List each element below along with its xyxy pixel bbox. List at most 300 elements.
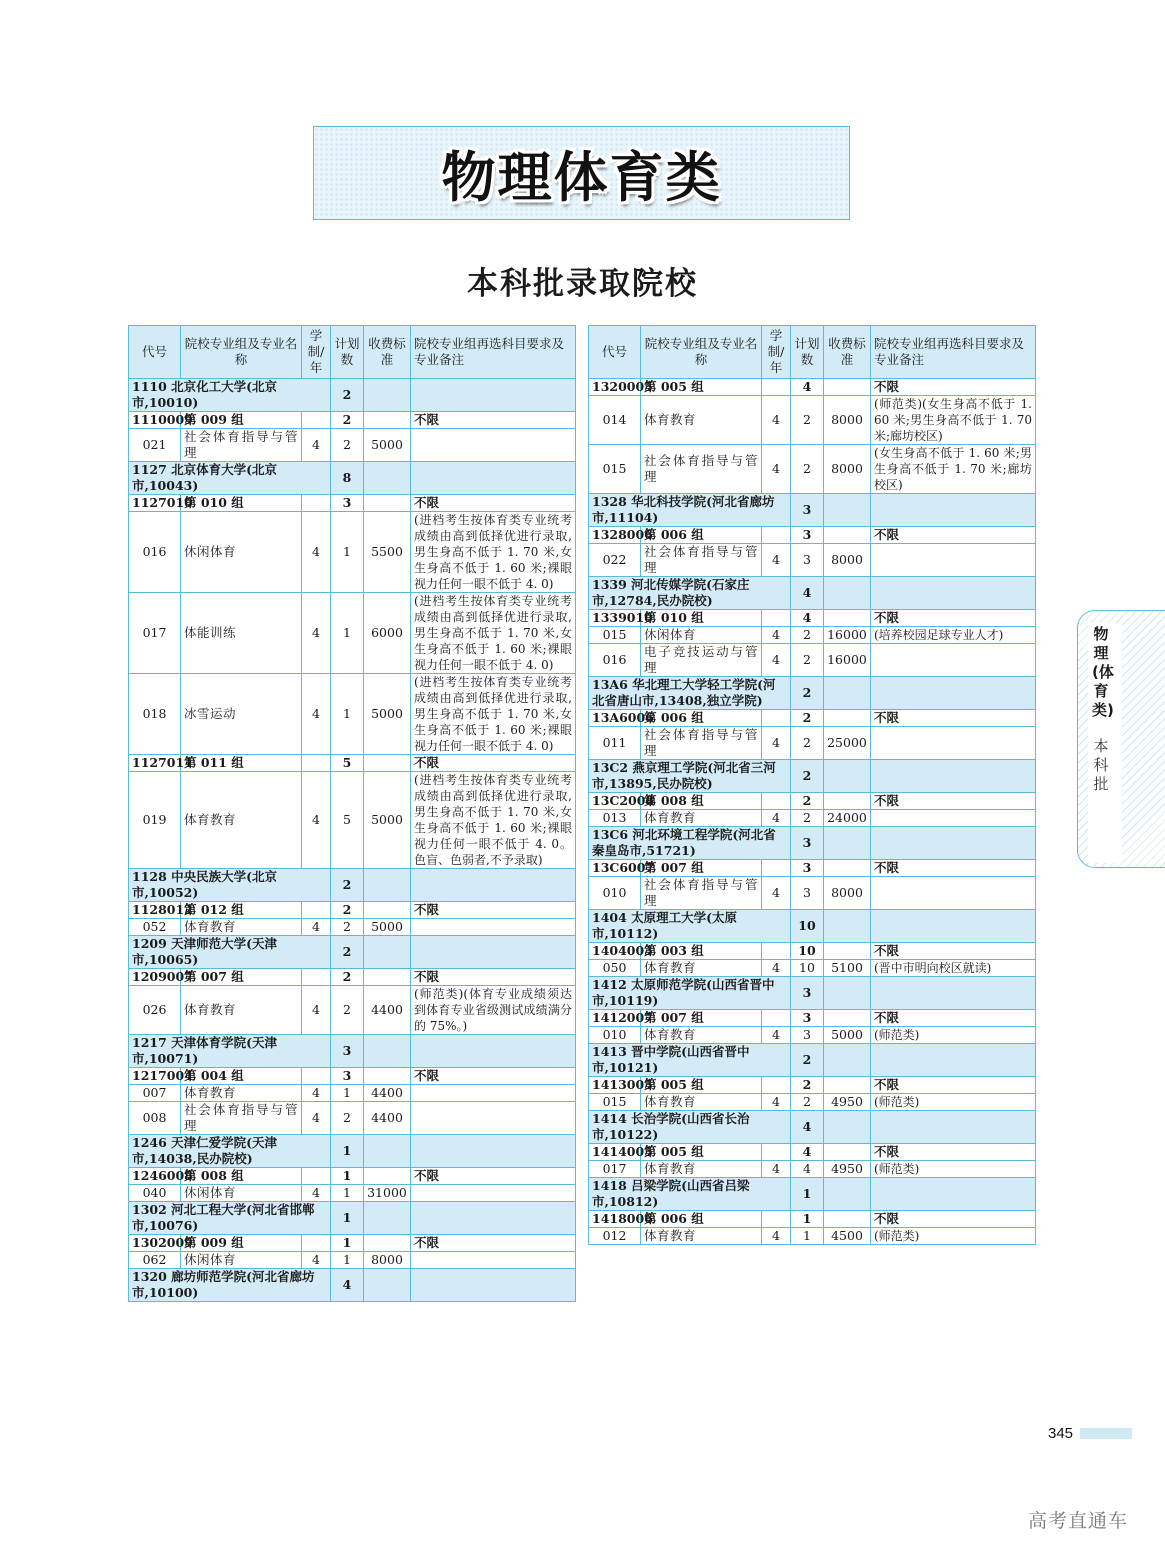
years-cell — [302, 1068, 331, 1085]
plan-count: 2 — [331, 1102, 364, 1135]
major-code: 017 — [589, 1161, 641, 1178]
fee-cell — [364, 495, 411, 512]
fee-cell — [824, 1144, 871, 1161]
years-cell — [762, 1144, 791, 1161]
tuition-fee: 5000 — [364, 919, 411, 936]
university-name: 1412 太原师范学院(山西省晋中市,10119) — [589, 977, 791, 1010]
tuition-fee: 16000 — [824, 627, 871, 644]
university-name: 1414 长治学院(山西省长治市,10122) — [589, 1111, 791, 1144]
major-row — [589, 544, 1036, 577]
tuition-fee: 5100 — [824, 960, 871, 977]
major-note — [411, 1185, 576, 1202]
fee-cell — [824, 827, 871, 860]
major-name: 社会体育指导与管理 — [641, 544, 762, 577]
major-name: 体育教育 — [181, 986, 302, 1035]
page-number-bar — [1080, 1428, 1132, 1439]
major-row — [589, 877, 1036, 910]
header-fee: 收费标准 — [824, 326, 871, 379]
university-row — [129, 462, 576, 495]
major-row — [589, 644, 1036, 677]
major-row — [129, 512, 576, 593]
major-note — [411, 919, 576, 936]
major-code: 014 — [589, 396, 641, 445]
university-row — [129, 1035, 576, 1068]
university-row — [129, 379, 576, 412]
university-row — [589, 577, 1036, 610]
major-code: 040 — [129, 1185, 181, 1202]
plan-count: 4 — [791, 1144, 824, 1161]
plan-count: 1 — [331, 674, 364, 755]
fee-cell — [364, 1135, 411, 1168]
header-name: 院校专业组及专业名称 — [181, 326, 302, 379]
group-code: 13A6006 — [589, 710, 641, 727]
note-cell — [871, 1178, 1036, 1211]
major-code: 010 — [589, 1027, 641, 1044]
tuition-fee: 16000 — [824, 644, 871, 677]
group-code: 1246008 — [129, 1168, 181, 1185]
tuition-fee: 5000 — [364, 674, 411, 755]
group-row — [589, 793, 1036, 810]
group-code: 1217004 — [129, 1068, 181, 1085]
plan-count: 2 — [791, 1077, 824, 1094]
fee-cell — [364, 379, 411, 412]
note-cell — [871, 577, 1036, 610]
note-cell — [411, 1135, 576, 1168]
title-banner — [313, 126, 850, 220]
study-years: 4 — [762, 960, 791, 977]
fee-cell — [364, 412, 411, 429]
plan-count: 2 — [791, 810, 824, 827]
page-title: 物理体育类 — [441, 145, 722, 209]
note-cell — [871, 760, 1036, 793]
plan-count: 1 — [791, 1211, 824, 1228]
group-code: 1413005 — [589, 1077, 641, 1094]
plan-count: 10 — [791, 910, 824, 943]
fee-cell — [824, 1010, 871, 1027]
major-note — [411, 1102, 576, 1135]
university-row — [129, 1202, 576, 1235]
group-row — [129, 495, 576, 512]
major-row — [129, 1185, 576, 1202]
group-row — [129, 1168, 576, 1185]
tuition-fee: 8000 — [824, 445, 871, 494]
tuition-fee: 8000 — [824, 877, 871, 910]
major-name: 体育教育 — [641, 1228, 762, 1245]
note-cell — [411, 462, 576, 495]
plan-count: 2 — [331, 919, 364, 936]
note-cell — [871, 977, 1036, 1010]
admission-table-left — [128, 325, 576, 1302]
major-name: 社会体育指导与管理 — [641, 727, 762, 760]
plan-count: 2 — [791, 793, 824, 810]
fee-cell — [824, 760, 871, 793]
plan-count: 10 — [791, 943, 824, 960]
plan-count: 4 — [791, 610, 824, 627]
university-name: 1418 吕梁学院(山西省吕梁市,10812) — [589, 1178, 791, 1211]
years-cell — [762, 943, 791, 960]
study-years: 4 — [762, 1094, 791, 1111]
side-tab-primary: 物理(体育类) — [1092, 625, 1114, 719]
major-row — [129, 772, 576, 869]
group-code: 1418006 — [589, 1211, 641, 1228]
university-name: 13C2 燕京理工学院(河北省三河市,13895,民办院校) — [589, 760, 791, 793]
plan-count: 2 — [791, 727, 824, 760]
fee-cell — [824, 1178, 871, 1211]
major-name: 休闲体育 — [181, 1185, 302, 1202]
group-name: 第 006 组 — [641, 1211, 762, 1228]
plan-count: 1 — [331, 1135, 364, 1168]
group-name: 第 011 组 — [181, 755, 302, 772]
group-name: 第 007 组 — [181, 969, 302, 986]
fee-cell — [364, 969, 411, 986]
fee-cell — [824, 379, 871, 396]
group-name: 第 007 组 — [641, 860, 762, 877]
major-name: 社会体育指导与管理 — [641, 877, 762, 910]
years-cell — [762, 710, 791, 727]
major-note — [411, 1085, 576, 1102]
tuition-fee: 6000 — [364, 593, 411, 674]
group-row — [589, 1010, 1036, 1027]
years-cell — [762, 610, 791, 627]
group-row — [129, 902, 576, 919]
major-row — [129, 429, 576, 462]
major-code: 015 — [589, 445, 641, 494]
major-row — [129, 1102, 576, 1135]
major-code: 016 — [589, 644, 641, 677]
header-name: 院校专业组及专业名称 — [641, 326, 762, 379]
tuition-fee: 4400 — [364, 986, 411, 1035]
group-row — [129, 412, 576, 429]
years-cell — [302, 495, 331, 512]
plan-count: 3 — [331, 1068, 364, 1085]
fee-cell — [824, 1111, 871, 1144]
plan-count: 2 — [791, 627, 824, 644]
years-cell — [762, 860, 791, 877]
group-code: 1127011 — [129, 755, 181, 772]
major-code: 022 — [589, 544, 641, 577]
group-code: 13C6007 — [589, 860, 641, 877]
major-row — [589, 627, 1036, 644]
plan-count: 1 — [331, 1085, 364, 1102]
group-name: 第 003 组 — [641, 943, 762, 960]
page-number: 345 — [1048, 1425, 1074, 1442]
major-name: 体育教育 — [641, 1027, 762, 1044]
major-name: 冰雪运动 — [181, 674, 302, 755]
study-years: 4 — [302, 772, 331, 869]
major-row — [589, 1094, 1036, 1111]
fee-cell — [824, 793, 871, 810]
university-name: 1128 中央民族大学(北京市,10052) — [129, 869, 331, 902]
group-code: 1412007 — [589, 1010, 641, 1027]
group-row — [589, 710, 1036, 727]
tuition-fee: 5000 — [364, 429, 411, 462]
major-note: (师范类)(体育专业成绩须达到体育专业省级测试成绩满分的 75%。) — [411, 986, 576, 1035]
major-note: (进档考生按体育类专业统考成绩由高到低择优进行录取,男生身高不低于 1. 70 米,女生身高不低于 1. 60 米;裸眼视力任何一眼不低于 4. 0) — [411, 674, 576, 755]
group-row — [129, 969, 576, 986]
study-years: 4 — [762, 810, 791, 827]
header-fee: 收费标准 — [364, 326, 411, 379]
years-cell — [762, 1077, 791, 1094]
group-code: 1127010 — [129, 495, 181, 512]
plan-count: 3 — [791, 977, 824, 1010]
group-row — [589, 943, 1036, 960]
major-note — [411, 429, 576, 462]
study-years: 4 — [762, 1161, 791, 1178]
plan-count: 2 — [791, 445, 824, 494]
major-name: 体育教育 — [181, 919, 302, 936]
major-name: 社会体育指导与管理 — [641, 445, 762, 494]
note-cell — [411, 1202, 576, 1235]
major-note: (晋中市明向校区就读) — [871, 960, 1036, 977]
major-code: 052 — [129, 919, 181, 936]
tuition-fee: 8000 — [824, 544, 871, 577]
major-row — [589, 1027, 1036, 1044]
major-code: 015 — [589, 1094, 641, 1111]
subject-requirement: 不限 — [871, 860, 1036, 877]
group-code: 1110009 — [129, 412, 181, 429]
plan-count: 1 — [791, 1228, 824, 1245]
major-note: (师范类) — [871, 1228, 1036, 1245]
tuition-fee: 5500 — [364, 512, 411, 593]
group-row — [589, 860, 1036, 877]
note-cell — [871, 677, 1036, 710]
major-name: 体育教育 — [641, 396, 762, 445]
tuition-fee: 4500 — [824, 1228, 871, 1245]
plan-count: 2 — [331, 869, 364, 902]
note-cell — [411, 869, 576, 902]
subject-requirement: 不限 — [871, 527, 1036, 544]
major-name: 电子竞技运动与管理 — [641, 644, 762, 677]
group-row — [589, 527, 1036, 544]
subject-requirement: 不限 — [871, 1144, 1036, 1161]
years-cell — [302, 1235, 331, 1252]
major-row — [589, 1228, 1036, 1245]
subject-requirement: 不限 — [411, 755, 576, 772]
study-years: 4 — [302, 593, 331, 674]
major-row — [589, 727, 1036, 760]
major-row — [129, 593, 576, 674]
plan-count: 4 — [791, 1161, 824, 1178]
subject-requirement: 不限 — [411, 969, 576, 986]
group-name: 第 004 组 — [181, 1068, 302, 1085]
study-years: 4 — [302, 986, 331, 1035]
study-years: 4 — [762, 544, 791, 577]
section-subtitle: 本科批录取院校 — [467, 266, 698, 302]
major-note: (进档考生按体育类专业统考成绩由高到低择优进行录取,男生身高不低于 1. 70 米,女生身高不低于 1. 60 米;裸眼视力任何一眼不低于 4. 0) — [411, 512, 576, 593]
major-code: 016 — [129, 512, 181, 593]
years-cell — [762, 1211, 791, 1228]
study-years: 4 — [762, 1228, 791, 1245]
plan-count: 3 — [791, 1027, 824, 1044]
plan-count: 3 — [791, 827, 824, 860]
major-code: 021 — [129, 429, 181, 462]
header-note: 院校专业组再选科目要求及专业备注 — [871, 326, 1036, 379]
tuition-fee: 4400 — [364, 1085, 411, 1102]
university-row — [589, 910, 1036, 943]
major-code: 015 — [589, 627, 641, 644]
study-years: 4 — [302, 1102, 331, 1135]
university-row — [589, 977, 1036, 1010]
university-name: 13A6 华北理工大学轻工学院(河北省唐山市,13408,独立学院) — [589, 677, 791, 710]
major-name: 体育教育 — [641, 1094, 762, 1111]
group-name: 第 006 组 — [641, 527, 762, 544]
plan-count: 4 — [791, 379, 824, 396]
subject-requirement: 不限 — [871, 793, 1036, 810]
subject-requirement: 不限 — [871, 1077, 1036, 1094]
fee-cell — [824, 577, 871, 610]
university-name: 1110 北京化工大学(北京市,10010) — [129, 379, 331, 412]
university-name: 1209 天津师范大学(天津市,10065) — [129, 936, 331, 969]
plan-count: 1 — [331, 512, 364, 593]
group-code: 1414005 — [589, 1144, 641, 1161]
major-name: 社会体育指导与管理 — [181, 1102, 302, 1135]
header-code: 代号 — [129, 326, 181, 379]
subject-requirement: 不限 — [411, 902, 576, 919]
group-name: 第 009 组 — [181, 1235, 302, 1252]
note-cell — [871, 1044, 1036, 1077]
tuition-fee: 5000 — [824, 1027, 871, 1044]
major-note — [871, 644, 1036, 677]
plan-count: 4 — [791, 1111, 824, 1144]
fee-cell — [364, 755, 411, 772]
major-code: 019 — [129, 772, 181, 869]
subject-requirement: 不限 — [871, 379, 1036, 396]
university-name: 1246 天津仁爱学院(天津市,14038,民办院校) — [129, 1135, 331, 1168]
major-code: 008 — [129, 1102, 181, 1135]
major-note — [871, 877, 1036, 910]
subject-requirement: 不限 — [411, 1068, 576, 1085]
header-years: 学制/年 — [762, 326, 791, 379]
plan-count: 2 — [791, 677, 824, 710]
university-name: 1127 北京体育大学(北京市,10043) — [129, 462, 331, 495]
major-code: 026 — [129, 986, 181, 1035]
study-years: 4 — [302, 1085, 331, 1102]
subject-requirement: 不限 — [871, 710, 1036, 727]
university-row — [129, 1135, 576, 1168]
group-code: 1339010 — [589, 610, 641, 627]
subject-requirement: 不限 — [411, 412, 576, 429]
major-name: 体育教育 — [181, 1085, 302, 1102]
years-cell — [302, 755, 331, 772]
header-row — [589, 326, 1036, 379]
group-code: 1209007 — [129, 969, 181, 986]
plan-count: 2 — [331, 969, 364, 986]
plan-count: 3 — [791, 877, 824, 910]
plan-count: 3 — [331, 495, 364, 512]
group-name: 第 007 组 — [641, 1010, 762, 1027]
group-row — [129, 1235, 576, 1252]
university-name: 1339 河北传媒学院(石家庄市,12784,民办院校) — [589, 577, 791, 610]
study-years: 4 — [302, 674, 331, 755]
plan-count: 1 — [331, 1168, 364, 1185]
study-years: 4 — [762, 644, 791, 677]
years-cell — [302, 412, 331, 429]
header-note: 院校专业组再选科目要求及专业备注 — [411, 326, 576, 379]
major-row — [589, 396, 1036, 445]
plan-count: 2 — [791, 710, 824, 727]
university-name: 1217 天津体育学院(天津市,10071) — [129, 1035, 331, 1068]
note-cell — [871, 827, 1036, 860]
group-name: 第 005 组 — [641, 1077, 762, 1094]
major-code: 013 — [589, 810, 641, 827]
study-years: 4 — [762, 877, 791, 910]
plan-count: 3 — [791, 494, 824, 527]
fee-cell — [364, 1269, 411, 1302]
years-cell — [302, 969, 331, 986]
major-row — [129, 674, 576, 755]
major-note: (女生身高不低于 1. 60 米;男生身高不低于 1. 70 米;廊坊校区) — [871, 445, 1036, 494]
university-name: 1320 廊坊师范学院(河北省廊坊市,10100) — [129, 1269, 331, 1302]
fee-cell — [824, 527, 871, 544]
plan-count: 2 — [791, 644, 824, 677]
plan-count: 1 — [331, 1185, 364, 1202]
note-cell — [871, 910, 1036, 943]
major-row — [129, 919, 576, 936]
subject-requirement: 不限 — [871, 1211, 1036, 1228]
years-cell — [302, 1168, 331, 1185]
plan-count: 1 — [331, 1235, 364, 1252]
plan-count: 2 — [791, 1094, 824, 1111]
watermark: 高考直通车 — [1028, 1510, 1129, 1532]
group-name: 第 005 组 — [641, 379, 762, 396]
major-name: 体育教育 — [641, 960, 762, 977]
group-name: 第 010 组 — [181, 495, 302, 512]
plan-count: 3 — [791, 860, 824, 877]
university-row — [589, 827, 1036, 860]
university-row — [589, 1044, 1036, 1077]
plan-count: 1 — [331, 593, 364, 674]
note-cell — [411, 1269, 576, 1302]
years-cell — [762, 1010, 791, 1027]
major-row — [589, 1161, 1036, 1178]
university-row — [589, 494, 1036, 527]
years-cell — [762, 793, 791, 810]
subject-requirement: 不限 — [411, 1235, 576, 1252]
plan-count: 5 — [331, 772, 364, 869]
major-note — [411, 1252, 576, 1269]
major-row — [129, 1085, 576, 1102]
plan-count: 3 — [331, 1035, 364, 1068]
side-tab-secondary: 本科批 — [1093, 737, 1109, 793]
university-row — [129, 869, 576, 902]
plan-count: 4 — [331, 1269, 364, 1302]
note-cell — [411, 1035, 576, 1068]
fee-cell — [824, 1044, 871, 1077]
years-cell — [762, 379, 791, 396]
study-years: 4 — [762, 396, 791, 445]
group-code: 13C2008 — [589, 793, 641, 810]
fee-cell — [364, 1168, 411, 1185]
years-cell — [762, 527, 791, 544]
fee-cell — [364, 462, 411, 495]
group-code: 1404003 — [589, 943, 641, 960]
group-code: 1320005 — [589, 379, 641, 396]
fee-cell — [364, 1235, 411, 1252]
note-cell — [411, 936, 576, 969]
plan-count: 2 — [791, 1044, 824, 1077]
fee-cell — [364, 936, 411, 969]
major-code: 017 — [129, 593, 181, 674]
tuition-fee: 25000 — [824, 727, 871, 760]
plan-count: 8 — [331, 462, 364, 495]
fee-cell — [824, 977, 871, 1010]
fee-cell — [824, 677, 871, 710]
plan-count: 1 — [791, 1178, 824, 1211]
plan-count: 2 — [791, 396, 824, 445]
header-plan: 计划数 — [331, 326, 364, 379]
plan-count: 2 — [331, 379, 364, 412]
subject-requirement: 不限 — [411, 1168, 576, 1185]
